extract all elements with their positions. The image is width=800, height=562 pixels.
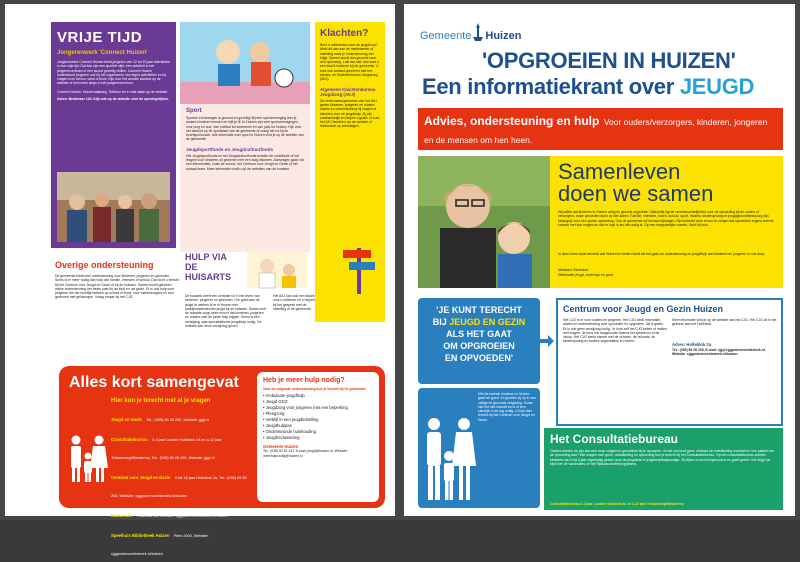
cjg-body: Het CJG is er voor ouders en jongeren. Het CJG biedt informatie, advies en ondersteuning over opvoeden en opgroeien. Dit is gratis. Er is ook geen verwijzing nodig. Je kunt zelf het CJG bellen of mailen met vragen. Je kunt ook langskomen tijdens het spreekuur of de inloop. Het CJG werkt samen met de scholen, de huisarts, de kinderopvang en andere organisaties in Huizen. (563, 318, 667, 344)
summary-item-detail: Tel.: (035) 69 28 200, Website: jggt.nl (146, 418, 210, 422)
samenvatting-box (59, 366, 385, 556)
help-item-text: Jeugdreclassering (265, 435, 300, 441)
help-item-text: Verblijf in een jeugdinstelling (265, 417, 319, 423)
headline-2-accent: JEUGD (679, 74, 755, 99)
consultatie-title: Het Consultatiebureau (550, 432, 679, 446)
huisarts-box (185, 252, 315, 362)
help-list-item: • Jeugdhulppas (263, 423, 292, 429)
vrije-tijd-box (51, 22, 176, 248)
quote-line-5: EN OPVOEDEN' (444, 353, 514, 363)
quote-line-4: OM OPGROEIEN (443, 341, 515, 351)
samenleven-box (418, 156, 783, 288)
doctor-illustration (247, 252, 307, 288)
banner-title: Advies, ondersteuning en hulp (424, 114, 600, 128)
meer-hulp-title: Heb je meer hulp nodig? (263, 377, 345, 384)
quote-box (418, 298, 540, 384)
headline-1: 'OPGROEIEN IN HUIZEN' (482, 48, 736, 73)
overige-title: Overige ondersteuning (55, 260, 154, 270)
huisarts-body: De huisarts heeft een centrale rol in het leven van kinderen, jongeren en gezinnen. Om goed aan de jeugd te werken is er in Huizen een praktijkondersteuner jeugd bij de huisarts. Samen met de huisarts zorgt deze ervoor dat kinderen, jongeren en ouders snel de juiste hulp krijgen. Soms is een verwijzing naar specialistische jeugdhulp nodig. De huisarts kan deze verwijzing geven. (185, 294, 267, 329)
summary-item (111, 524, 251, 560)
vrije-tijd-contact: Connect Huizen, Huizermaatweg. Telefoon en e-mail staan op de website. (57, 89, 169, 94)
help-item-text: Jeugdhulppas (265, 423, 292, 429)
gemeente-logo (420, 16, 521, 42)
summary-list (111, 408, 251, 562)
samenleven-body-2: In deze krant staat vermeld wat Huizen te bieden heeft als het gaat om ondersteuning en jeugdhulp aan kinderen en jongeren in ons dorp. (558, 252, 765, 256)
cjg-intro-box (418, 388, 540, 508)
sport-illustration (180, 22, 310, 104)
quote-line-3: ALS HET GAAT (446, 329, 512, 339)
samenleven-title-1: Samenleven (558, 159, 681, 184)
arrow-connector (540, 334, 554, 348)
logo-text: Gemeente (420, 30, 472, 42)
akj-body: De vertrouwenspersonen van het AKJ geven kinderen, jongeren en ouders advies en ondersteuning bij vragen of klachten over de jeugdhulp. Zij zijn onafhankelijk en helpen u gratis. U kunt het AKJ bereiken via de website of telefonisch op werkdagen. (320, 98, 380, 129)
youth-photo (57, 172, 170, 242)
logo-emblem (472, 22, 484, 42)
left-page (5, 4, 395, 556)
cjg-body-right: Meer informatie vind je op de website van het CJG. Het CJG zit in het gebouw aan het Holleblok. (672, 318, 777, 327)
family-photo (418, 156, 550, 288)
akj-title: Algemeen Klachtenbureau Jeugdzorg (AKJ) (320, 86, 376, 97)
cjg-title: Centrum voor Jeugd en Gezin Huizen (563, 304, 724, 314)
samenleven-title-2: doen we samen (558, 181, 714, 206)
help-item-text: Pleegzorg (265, 411, 285, 417)
summary-item-name: Consultatiebureau (111, 437, 148, 442)
sign-name: Marianne Ravesloot (558, 268, 589, 272)
advice-banner (418, 108, 783, 150)
sport-title: Sport (186, 108, 202, 114)
sport-body: Sporten en bewegen is gezond en gezellig! Bij een sportvereniging leer je andere kinderen kennen en blijf je fit. In Huizen zijn veel sportverenigingen, voor jong en oud. Van voetbal tot zwemmen en van judo tot hockey. Kijk voor het aanbod op de sportkaart van de gemeente of vraag het na bij de buurtsportcoach. Alle informatie over sport in Huizen vind je op de website van de gemeente. (186, 116, 304, 142)
meer-hulp-box (257, 372, 379, 502)
help-list-item: • Ambulante jeugdhulp (263, 393, 305, 399)
help-item-text: Ambulante jeugdhulp (265, 393, 305, 399)
cjg-box (556, 298, 783, 426)
right-page (404, 4, 795, 516)
summary-item (111, 428, 251, 464)
samenleven-body: Wij willen dat kinderen in Huizen veilig en gezond opgroeien. Natuurlijk ligt de verantwoordelijkheid voor de opvoeding bij de ouders of verzorgers, maar opvoeden doen zij niet alleen. Familie, vrienden, buren, school, sport, muziek, kinderopvang en jeugdgezondheidszorg zijn belangrijk voor een goede opvoeding. Ook de gemeente wil hieraan bijdragen. Bijvoorbeeld door ervoor te zorgen dat opvoeders ergens terecht kunnen met hun vragen en dat er hulp is als dat nodig is. Op een toegankelijke manier, dicht bij huis. (558, 210, 774, 227)
help-list-item: • Ondersteunde huishouding (263, 429, 316, 435)
consultatie-body: Ouders worden en zijn kan een hoop vragen en gevoelens bij je oproepen. Groeit ons kind goed, verloopt de ontwikkeling normaal en hoe pakken we de opvoeding aan? Met vragen over groei, ontwikkeling en opvoeding kun je terecht bij het Consultatiebureau. Op het consultatiebureau worden kinderen van 0 tot 4 jaar regelmatig gezien door de jeugdarts of jeugdverpleegkundige. Zij kijken of uw kind gezond is en goed groeit. Ook krijgt uw kind hier de vaccinaties uit het Rijksvaccinatieprogramma. (550, 449, 774, 466)
vrije-tijd-title: VRIJE TIJD (57, 29, 143, 46)
huisarts-title: HULP VIA DE HUISARTS (185, 252, 232, 282)
summary-item-detail: Plein 2000, Website: cjggooienvechtstreek.nl/huizen (111, 534, 209, 556)
headline-2 (422, 74, 754, 100)
summary-item-detail: 0-4 jaar Locatie Holleblok 44 en 4-12 jaar Trekkerweg/Weisterrey, Tel.: (035) 69 28 200, Website: jggt.nl (111, 438, 222, 460)
summary-item-name: Centrum voor Jeugd en Gezin (111, 475, 171, 480)
help-item-text: Jeugd-GGZ (265, 399, 288, 405)
summary-item-name: Speelhuis Bibliotheek Huizen (111, 533, 170, 538)
samenvatting-subtitle: Hier kun je terecht met al je vragen (111, 398, 211, 404)
sport-box (180, 22, 310, 252)
signpost-illustration (339, 240, 379, 294)
summary-item-detail: 0 tot 18 jaar Holleblok 2a, Tel.: (035) 69 28 200, Website: cjggooienvechtstreek.nl/huizen (111, 476, 247, 498)
summary-item-detail: Holleblok 2a, Website: cjggooienvechtstreek.nl/huizen (136, 514, 228, 518)
help-list-item: • Jeugdzorg voor jongeren met een beperking (263, 405, 348, 411)
quote-line-2a: BIJ (432, 317, 450, 327)
huisarts-aside: Het AKJ kan ook een klacht voor u indienen en u helpen bij het gesprek met de instelling of de gemeente. (273, 294, 315, 311)
summary-item-name: Mama cafe (111, 513, 133, 518)
klachten-title: Klachten? (320, 28, 369, 39)
help-list-item: • Verblijf in een jeugdinstelling (263, 417, 319, 423)
klachten-body: Bent u ontevreden over de jeugdhulp? Meld dit dan aan de medewerker of instelling waar je ondersteuning van krijgt. Samen wordt dan gezocht naar een oplossing. Lukt dat niet, dan kunt u een klacht indienen bij de gemeente. U kunt ook contact opnemen met het Advies- en Klachtenbureau Jeugdzorg (AKJ). (320, 43, 380, 82)
logo-text-huizen: Huizen (485, 30, 522, 42)
consultatie-footer: Consultatiebureau 0-4 jaar Locatie Holleblok 44 en 4-12 jaar Trekkerweg/Weisterrey (550, 501, 684, 506)
samenvatting-title: Alles kort samengevat (69, 374, 239, 391)
vrije-tijd-body: Jongerenwerk Connect Huizen biedt jongeren van 12 tot 23 jaar activiteiten in hun vrije tijd. Dat kan zijn een sportief uitje, een activiteit in het jongerencentrum of een avond gezellig chillen. Connect Huizen ondersteunt jongeren ook bij het organiseren van eigen activiteiten en bij vragen over school, werk of thuis. Kijk voor het actuele aanbod op de website of kom eens langs in het jongerencentrum. (57, 60, 170, 86)
quote-line-2b: JEUGD EN GEZIN (449, 317, 526, 327)
meer-hulp-contact-title: Gemeente Huizen (263, 444, 299, 450)
cjg-address-title: Adres: Holleblok 2a (672, 342, 712, 347)
cjg-intro: Met de meeste kinderen in Huizen gaat het goed. Zo groeien zij op in een veilige en gezonde omgeving. Soms lukt het niet vanzelf en is er een steuntje in de rug nodig. U kunt dan terecht bij het Centrum voor Jeugd en Gezin. (478, 392, 536, 422)
summary-item (111, 408, 251, 426)
help-list (263, 393, 373, 441)
meer-hulp-subtitle: Voor de volgende ondersteuning kun je terecht bij de gemeente: (263, 387, 367, 391)
overige-body: De gemeente biedt veel ondersteuning voor kinderen, jongeren en gezinnen. Soms is er meer nodig dan hulp van familie, vrienden of school. Dan kunt u terecht bij het Centrum voor Jeugd en Gezin of bij de huisarts. Samen wordt gekeken welke ondersteuning het beste past bij uw kind en uw gezin. Er is ook hulp voor jongeren die het moeilijk hebben op school of thuis, voor mantelzorgers en voor gezinnen met geldzorgen. Vraag ernaar bij het CJG. (55, 274, 180, 300)
consultatie-box (544, 428, 783, 510)
meer-hulp-contact: Tel.: (035) 52 81 247, E-mail: jeugd@huizen.nl, Website: meerhulpnodig@huizen.nl (263, 449, 348, 458)
headline-2-text: Een informatiekrant over (422, 74, 680, 99)
family-silhouette-icon (422, 414, 478, 504)
banner-subtitle: Voor ouders/verzorgers, kinderen, jongeren en de mensen om hen heen. (424, 117, 768, 145)
fund-body: Het Jeugdsportfonds en het Jeugdcultuurfonds betalen de contributie of het lesgeld voor kinderen uit gezinnen met een laag inkomen. Aanvragen gaan via een intermediair, zoals de school, het Centrum voor Jeugd en Gezin of het sociaal team. Meer informatie vindt u op de websites van de fondsen. (186, 153, 304, 171)
vrije-tijd-subtitle: Jongerenwerk 'Connect Huizen' (57, 50, 148, 56)
cjg-address: Tel.: (035) 69 28 200, E-mail: cjg@cjggooienvechtstreek.nl, Website: cjggooienvechtstreek.nl/huizen (672, 348, 766, 357)
help-list-item: • Pleegzorg (263, 411, 285, 417)
quote-line-2 (422, 316, 536, 328)
help-item-text: Jeugdzorg voor jongeren met een beperking (265, 405, 348, 411)
overige-box (55, 260, 179, 360)
help-list-item: • Jeugdreclassering (263, 435, 300, 441)
vrije-tijd-address: Adres: Bestevaer 124. Kijk ook op de website voor de openingstijden. (57, 97, 170, 102)
summary-item (111, 466, 251, 502)
summary-item (111, 504, 251, 522)
fund-title: Jeugdsportfonds en Jeugdcultuurfonds (186, 146, 274, 152)
help-list-item: • Jeugd-GGZ (263, 399, 288, 405)
sign-role: Wethouder jeugd, onderwijs en sport (558, 273, 614, 277)
summary-item-name: Jeugd en Gezin (111, 417, 142, 422)
quote-line-1: 'JE KUNT TERECHT (436, 305, 522, 315)
family-icon (67, 432, 109, 484)
help-item-text: Ondersteunde huishouding (265, 429, 316, 435)
